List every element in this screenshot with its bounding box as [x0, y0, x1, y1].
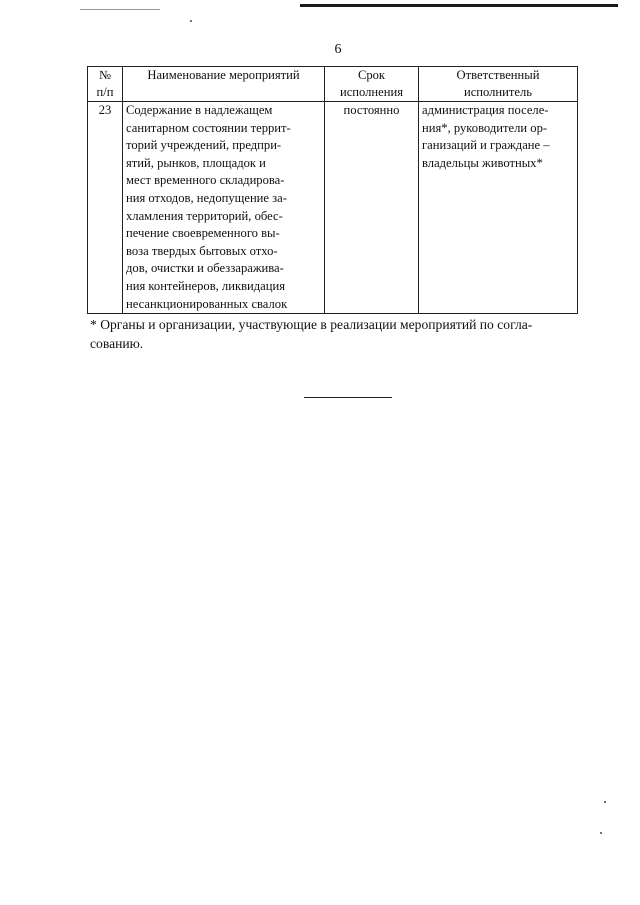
header-text-line: Срок	[357, 68, 386, 82]
scan-speck	[190, 20, 192, 22]
header-deadline	[325, 67, 419, 102]
scan-speck	[600, 832, 602, 834]
activity-line: торий учреждений, предпри-	[126, 138, 282, 153]
scan-border-top	[300, 4, 618, 7]
scan-speck	[604, 801, 606, 803]
footnote	[90, 316, 582, 353]
responsible-line: ганизаций и граждане –	[422, 138, 550, 153]
header-text-line: Ответственный	[456, 68, 540, 82]
responsible-line: владельцы животных*	[422, 155, 543, 170]
activity-line: санитарном состоянии террит-	[126, 120, 291, 135]
header-number	[88, 67, 123, 102]
activities-table	[87, 66, 578, 314]
row-responsible	[419, 102, 578, 314]
activity-line: ятий, рынков, площадок и	[126, 155, 266, 170]
activity-line: дов, очистки и обеззаражива-	[126, 261, 284, 276]
responsible-line: ния*, руководители ор-	[422, 120, 548, 135]
activity-line: ния контейнеров, ликвидация	[126, 278, 286, 293]
end-of-document-rule	[304, 397, 392, 398]
activity-line: несанкционированных свалок	[126, 296, 288, 311]
page-number: 6	[334, 42, 342, 57]
header-text-line: Наименование мероприятий	[147, 68, 300, 82]
header-text-line: исполнения	[339, 85, 404, 99]
header-text-line: исполнитель	[463, 85, 533, 99]
row-number: 23	[88, 102, 123, 314]
header-text-line: №	[98, 68, 112, 82]
responsible-line: администрация поселе-	[422, 103, 549, 117]
header-text-line: п/п	[96, 85, 114, 99]
header-responsible	[419, 67, 578, 102]
footnote-line: сованию.	[90, 335, 144, 351]
footnote-line: * Органы и организации, участвующие в реализации мероприятий по согла-	[90, 317, 533, 332]
activity-line: Содержание в надлежащем	[126, 103, 273, 117]
activity-line: печение своевременного вы-	[126, 226, 280, 241]
activity-line: ния отходов, недопущение за-	[126, 190, 287, 205]
activity-line: мест временного складирова-	[126, 173, 285, 188]
row-activity-name	[123, 102, 325, 314]
row-deadline: постоянно	[325, 102, 419, 314]
table-row	[88, 102, 578, 314]
activity-line: воза твердых бытовых отхо-	[126, 243, 278, 258]
header-activity-name	[123, 67, 325, 102]
table-header-row	[88, 67, 578, 102]
activity-line: хламления территорий, обес-	[126, 208, 283, 223]
scan-mark-top	[80, 9, 160, 10]
